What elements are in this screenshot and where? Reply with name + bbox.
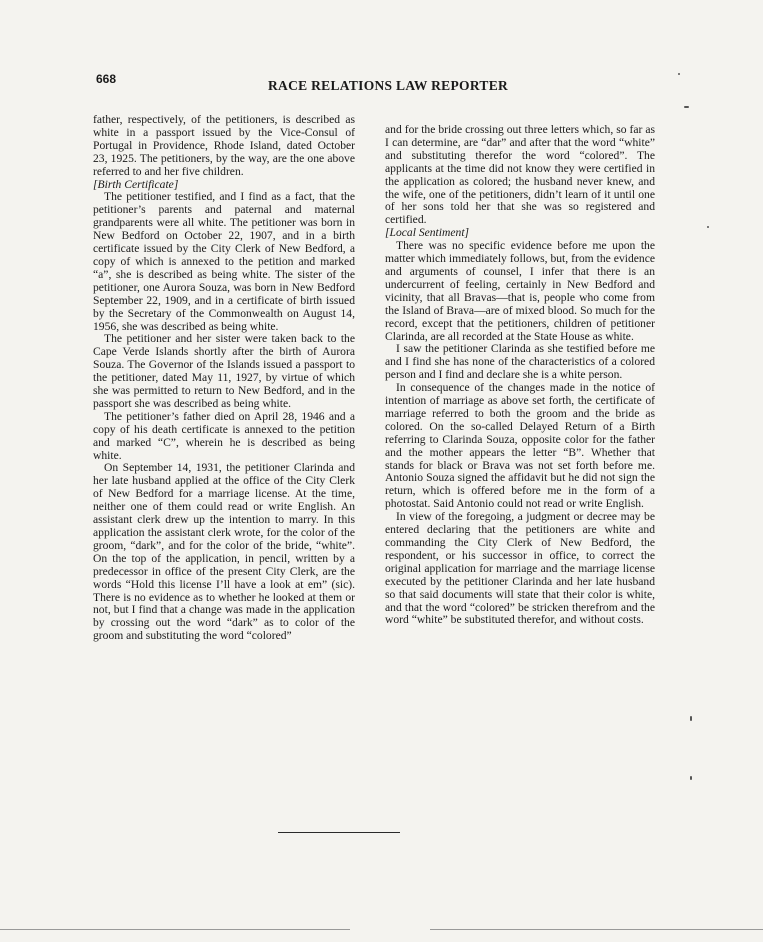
- scan-speck: [707, 226, 709, 228]
- paragraph-september: On September 14, 1931, the petitioner Clarinda and her late husband applied at the office of the City Clerk of New Bedford for a marriage license. At the time, neither one of them could read or write English. An assistant clerk drew up the intention to marry. In this application the assistant clerk wrote, for the color of the groom, “dark”, and for the color of the bride, “white”. On the top of the application, in pencil, written by a predecessor in office of the present City Clerk, are the words “Hold this license I’ll have a look at em” (sic). There is no evidence as to whether he looked at them or not, but I find that a change was made in the application by crossing out the word “dark” as to color of the groom and substituting the word “colored”: [93, 461, 355, 643]
- scan-edge-line-left: [0, 929, 350, 930]
- paragraph-cape-verde: The petitioner and her sister were taken back to the Cape Verde Islands shortly after the birth of Aurora Souza. The Governor of the Islands issued a passport to the petitioner, dated May 11, 1927, by virtue of which she was permitted to return to New Bedford, and in the passport she was described as being white.: [93, 332, 355, 410]
- paragraph-consequence: In consequence of the changes made in the notice of intention of marriage as above set forth, the certificate of marriage referred to both the groom and the bride as colored. On the so-called Delayed Return of a Birth referring to Clarinda Souza, opposite color for the father and the mother appears the letter “B”. Whether that stands for black or Brava was not set forth before me. Antonio Souza signed the affidavit but he did not sign the return, which is offered before me in the form of a photostat. Said Antonio could not read or write English.: [385, 381, 655, 511]
- scan-speck: [690, 716, 692, 721]
- paragraph-intro: father, respectively, of the petitioners, is described as white in a passport issued by the Vice-Consul of Portugal in Providence, Rhode Island, dated October 23, 1925. The petitioners, by the way, are the one above referred to and her five children.: [93, 113, 355, 178]
- heading-local-sentiment: [Local Sentiment]: [385, 226, 470, 240]
- scan-speck: [678, 73, 680, 75]
- heading-birth-certificate: [Birth Certificate]: [93, 177, 179, 191]
- running-head: RACE RELATIONS LAW REPORTER: [268, 78, 509, 93]
- footer-rule: [278, 832, 400, 833]
- paragraph-continuation: and for the bride crossing out three letters which, so far as I can determine, are “dar” and after that the word “white” and substituting therefor the word “colored”. The applicants at the time did not know they were certified in the application as colored; the husband never knew, and the wife, one of the petitioners, didn’t learn of it until one of her sons told her that she was so registered and certified.: [385, 123, 655, 227]
- scan-speck: [690, 776, 692, 780]
- page-number: 668: [96, 72, 117, 86]
- right-column: [385, 124, 655, 627]
- paragraph-in-view: In view of the foregoing, a judgment or decree may be entered declaring that the petitioners are white and commanding the City Clerk of New Bedford, the respondent, or his successor in office, to correct the original application for marriage and the marriage license executed by the petitioner Clarinda and her late husband so that said documents will state that their color is white, and that the word “colored” be stricken therefrom and the word “white” be substituted therefor, and without costs.: [385, 510, 655, 627]
- paragraph-father-died: The petitioner’s father died on April 28, 1946 and a copy of his death certificate is annexed to the petition and marked “C”, wherein he is described as being white.: [93, 409, 355, 462]
- scan-edge-line-right: [430, 929, 763, 930]
- paragraph-saw: I saw the petitioner Clarinda as she testified before me and I find she has none of the characteristics of a colored person and I find and declare she is a white person.: [385, 342, 655, 382]
- paragraph-testified: The petitioner testified, and I find as a fact, that the petitioner’s parents and paternal and maternal grandparents were all white. The petitioner was born in New Bedford on October 22, 1907, and in a birth certificate issued by the City Clerk of New Bedford, a copy of which is annexed to the petition and marked “a”, she is described as being white. The sister of the petitioner, one Aurora Souza, was born in New Bedford September 22, 1909, and in a certificate of birth issued by the Secretary of the Commonwealth on August 14, 1956, she was described as being white.: [93, 190, 355, 333]
- scan-speck: [684, 106, 689, 108]
- paragraph-no-evidence: There was no specific evidence before me upon the matter which immediately follows, but, from the evidence and arguments of counsel, I infer that there is an undercurrent of feeling, certainly in New Bedford and vicinity, that all Bravas—that is, people who come from the Island of Brava—are of mixed blood. So much for the record, except that the petitioners, children of petitioner Clarinda, are all recorded at the State House as white.: [385, 239, 655, 343]
- left-column: [93, 114, 355, 643]
